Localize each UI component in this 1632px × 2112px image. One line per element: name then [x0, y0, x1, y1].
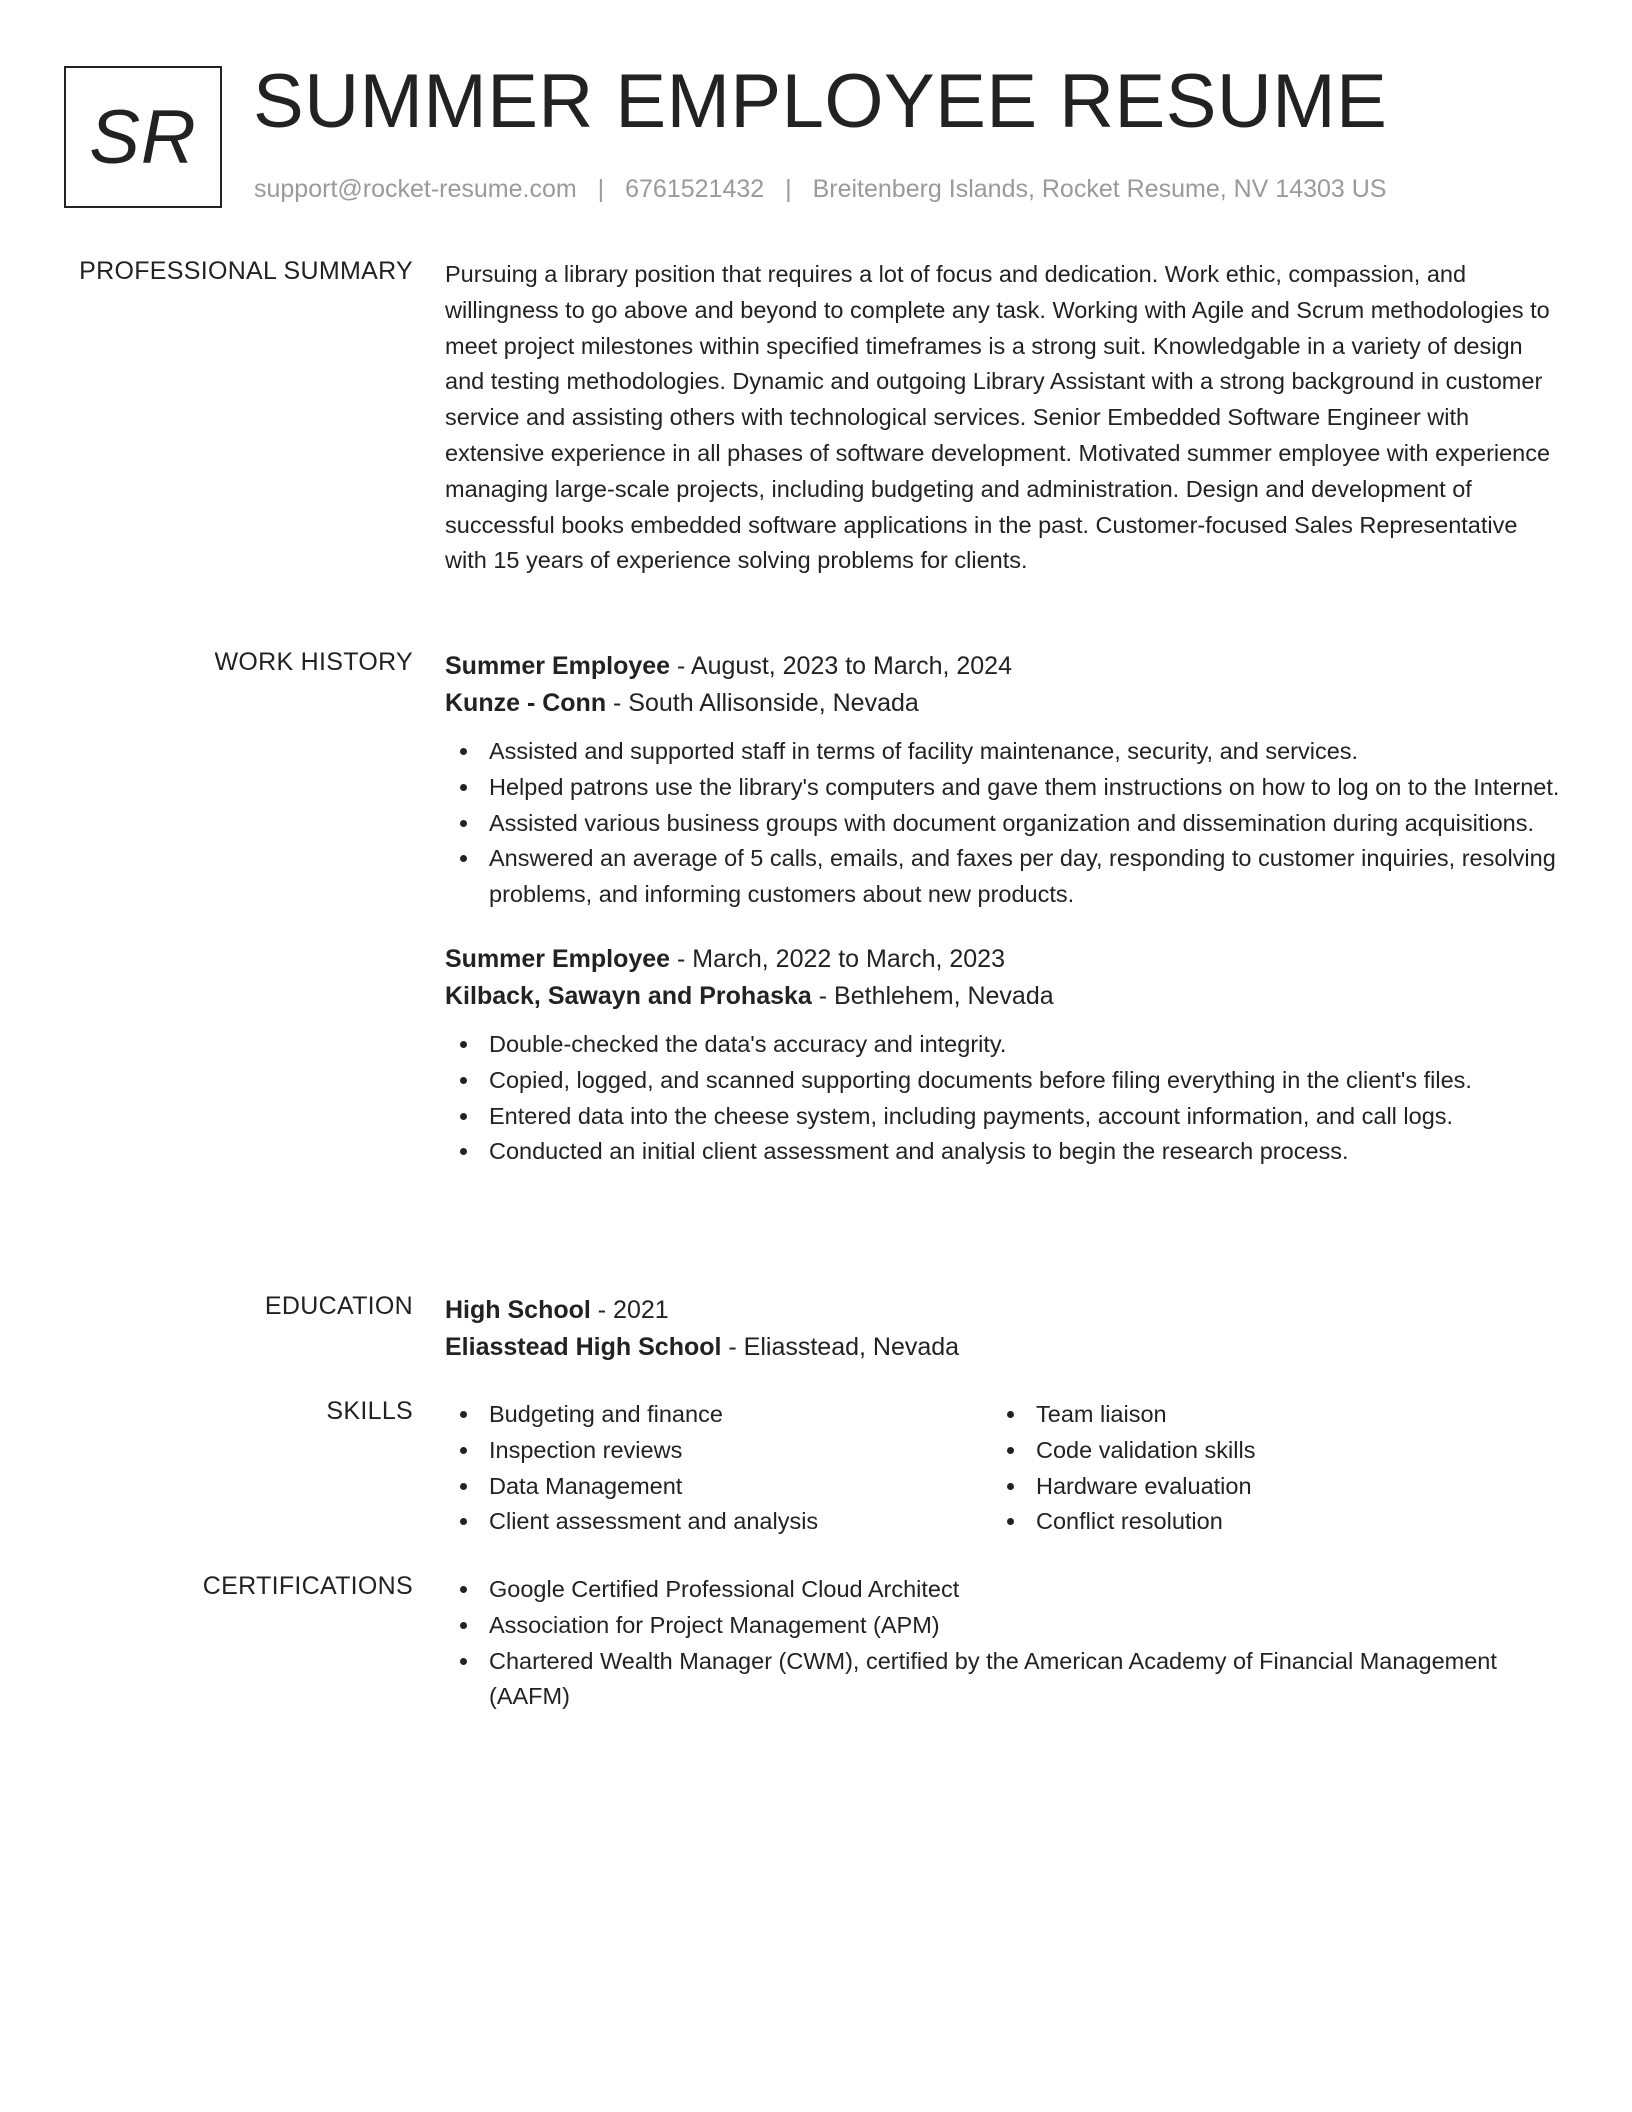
list-item: Inspection reviews: [445, 1433, 992, 1469]
job-bullets: [445, 734, 1565, 913]
list-item: Answered an average of 5 calls, emails, and faxes per day, responding to customer inquiries, resolving problems, and informing customers about new products.: [445, 841, 1565, 913]
list-item: Conflict resolution: [992, 1504, 1539, 1540]
education-school: Eliasstead High School: [445, 1333, 722, 1361]
monogram-initials: SR: [89, 94, 197, 180]
list-item: Hardware evaluation: [992, 1469, 1539, 1505]
job-company-line: [445, 978, 1565, 1015]
job-company-line: [445, 685, 1565, 722]
list-item: Entered data into the cheese system, including payments, account information, and call logs.: [445, 1099, 1565, 1135]
job-entry: [445, 941, 1565, 1170]
contact-separator: |: [785, 175, 792, 203]
list-item: Data Management: [445, 1469, 992, 1505]
skills-list-left: [445, 1397, 992, 1540]
list-item: Helped patrons use the library's computers and gave them instructions on how to log on to the Internet.: [445, 770, 1565, 806]
summary-text: Pursuing a library position that requires a lot of focus and dedication. Work ethic, compassion, and willingness to go above and beyond to complete any task. Working with Agile and Scrum methodologies to meet project milestones within specified timeframes is a strong suit. Knowledgable in a variety of design and testing methodologies. Dynamic and outgoing Library Assistant with a strong background in customer service and assisting others with technological services. Senior Embedded Software Engineer with extensive experience in all phases of software development. Motivated summer employee with experience managing large-scale projects, including budgeting and administration. Design and development of successful books embedded software applications in the past. Customer-focused Sales Representative with 15 years of experience solving problems for clients.: [445, 261, 1551, 574]
list-item: Budgeting and finance: [445, 1397, 992, 1433]
job-company: Kilback, Sawayn and Prohaska: [445, 981, 812, 1010]
job-title-line: [445, 941, 1565, 978]
list-item: Assisted various business groups with document organization and dissemination during acquisitions.: [445, 806, 1565, 842]
job-company: Kunze - Conn: [445, 689, 607, 717]
job-title: Summer Employee: [445, 652, 671, 680]
education-location: - Eliasstead, Nevada: [721, 1333, 960, 1361]
job-title: Summer Employee: [445, 944, 671, 973]
job-entry: [445, 648, 1565, 913]
list-item: Google Certified Professional Cloud Architect: [445, 1572, 1565, 1608]
list-item: Association for Project Management (APM): [445, 1608, 1565, 1644]
skills-list-right: [992, 1397, 1539, 1540]
job-bullets: [445, 1027, 1565, 1170]
list-item: Copied, logged, and scanned supporting documents before filing everything in the client's files.: [445, 1063, 1565, 1099]
list-item: Assisted and supported staff in terms of facility maintenance, security, and services.: [445, 734, 1565, 770]
list-item: Client assessment and analysis: [445, 1504, 992, 1540]
list-item: Code validation skills: [992, 1433, 1539, 1469]
section-label-work-history: WORK HISTORY: [214, 648, 413, 676]
list-item: Chartered Wealth Manager (CWM), certified by the American Academy of Financial Management (AAFM): [445, 1644, 1565, 1716]
contact-line: [254, 175, 1386, 204]
section-label-certifications: CERTIFICATIONS: [202, 1572, 413, 1600]
list-item: Team liaison: [992, 1397, 1539, 1433]
contact-address: Breitenberg Islands, Rocket Resume, NV 14303 US: [812, 175, 1387, 203]
job-location: - Bethlehem, Nevada: [811, 981, 1054, 1010]
job-location: - South Allisonside, Nevada: [606, 689, 919, 717]
education-year: - 2021: [590, 1296, 669, 1324]
education-degree-line: [445, 1292, 1565, 1329]
job-title-line: [445, 648, 1565, 685]
skills-grid: [445, 1397, 1565, 1540]
list-item: Conducted an initial client assessment and analysis to begin the research process.: [445, 1134, 1565, 1170]
contact-separator: |: [597, 175, 605, 203]
certifications-list: [445, 1572, 1565, 1715]
education-degree: High School: [445, 1296, 591, 1324]
contact-phone: 6761521432: [625, 175, 765, 203]
job-dates: - August, 2023 to March, 2024: [670, 652, 1012, 680]
job-dates: - March, 2022 to March, 2023: [670, 944, 1005, 973]
contact-email: support@rocket-resume.com: [254, 175, 577, 203]
monogram-badge: [64, 66, 222, 208]
section-label-summary: PROFESSIONAL SUMMARY: [79, 257, 413, 285]
education-school-line: [445, 1329, 1565, 1366]
list-item: Double-checked the data's accuracy and integrity.: [445, 1027, 1565, 1063]
section-label-skills: SKILLS: [326, 1397, 413, 1425]
section-label-education: EDUCATION: [264, 1292, 413, 1320]
resume-title: SUMMER EMPLOYEE RESUME: [253, 59, 1388, 144]
